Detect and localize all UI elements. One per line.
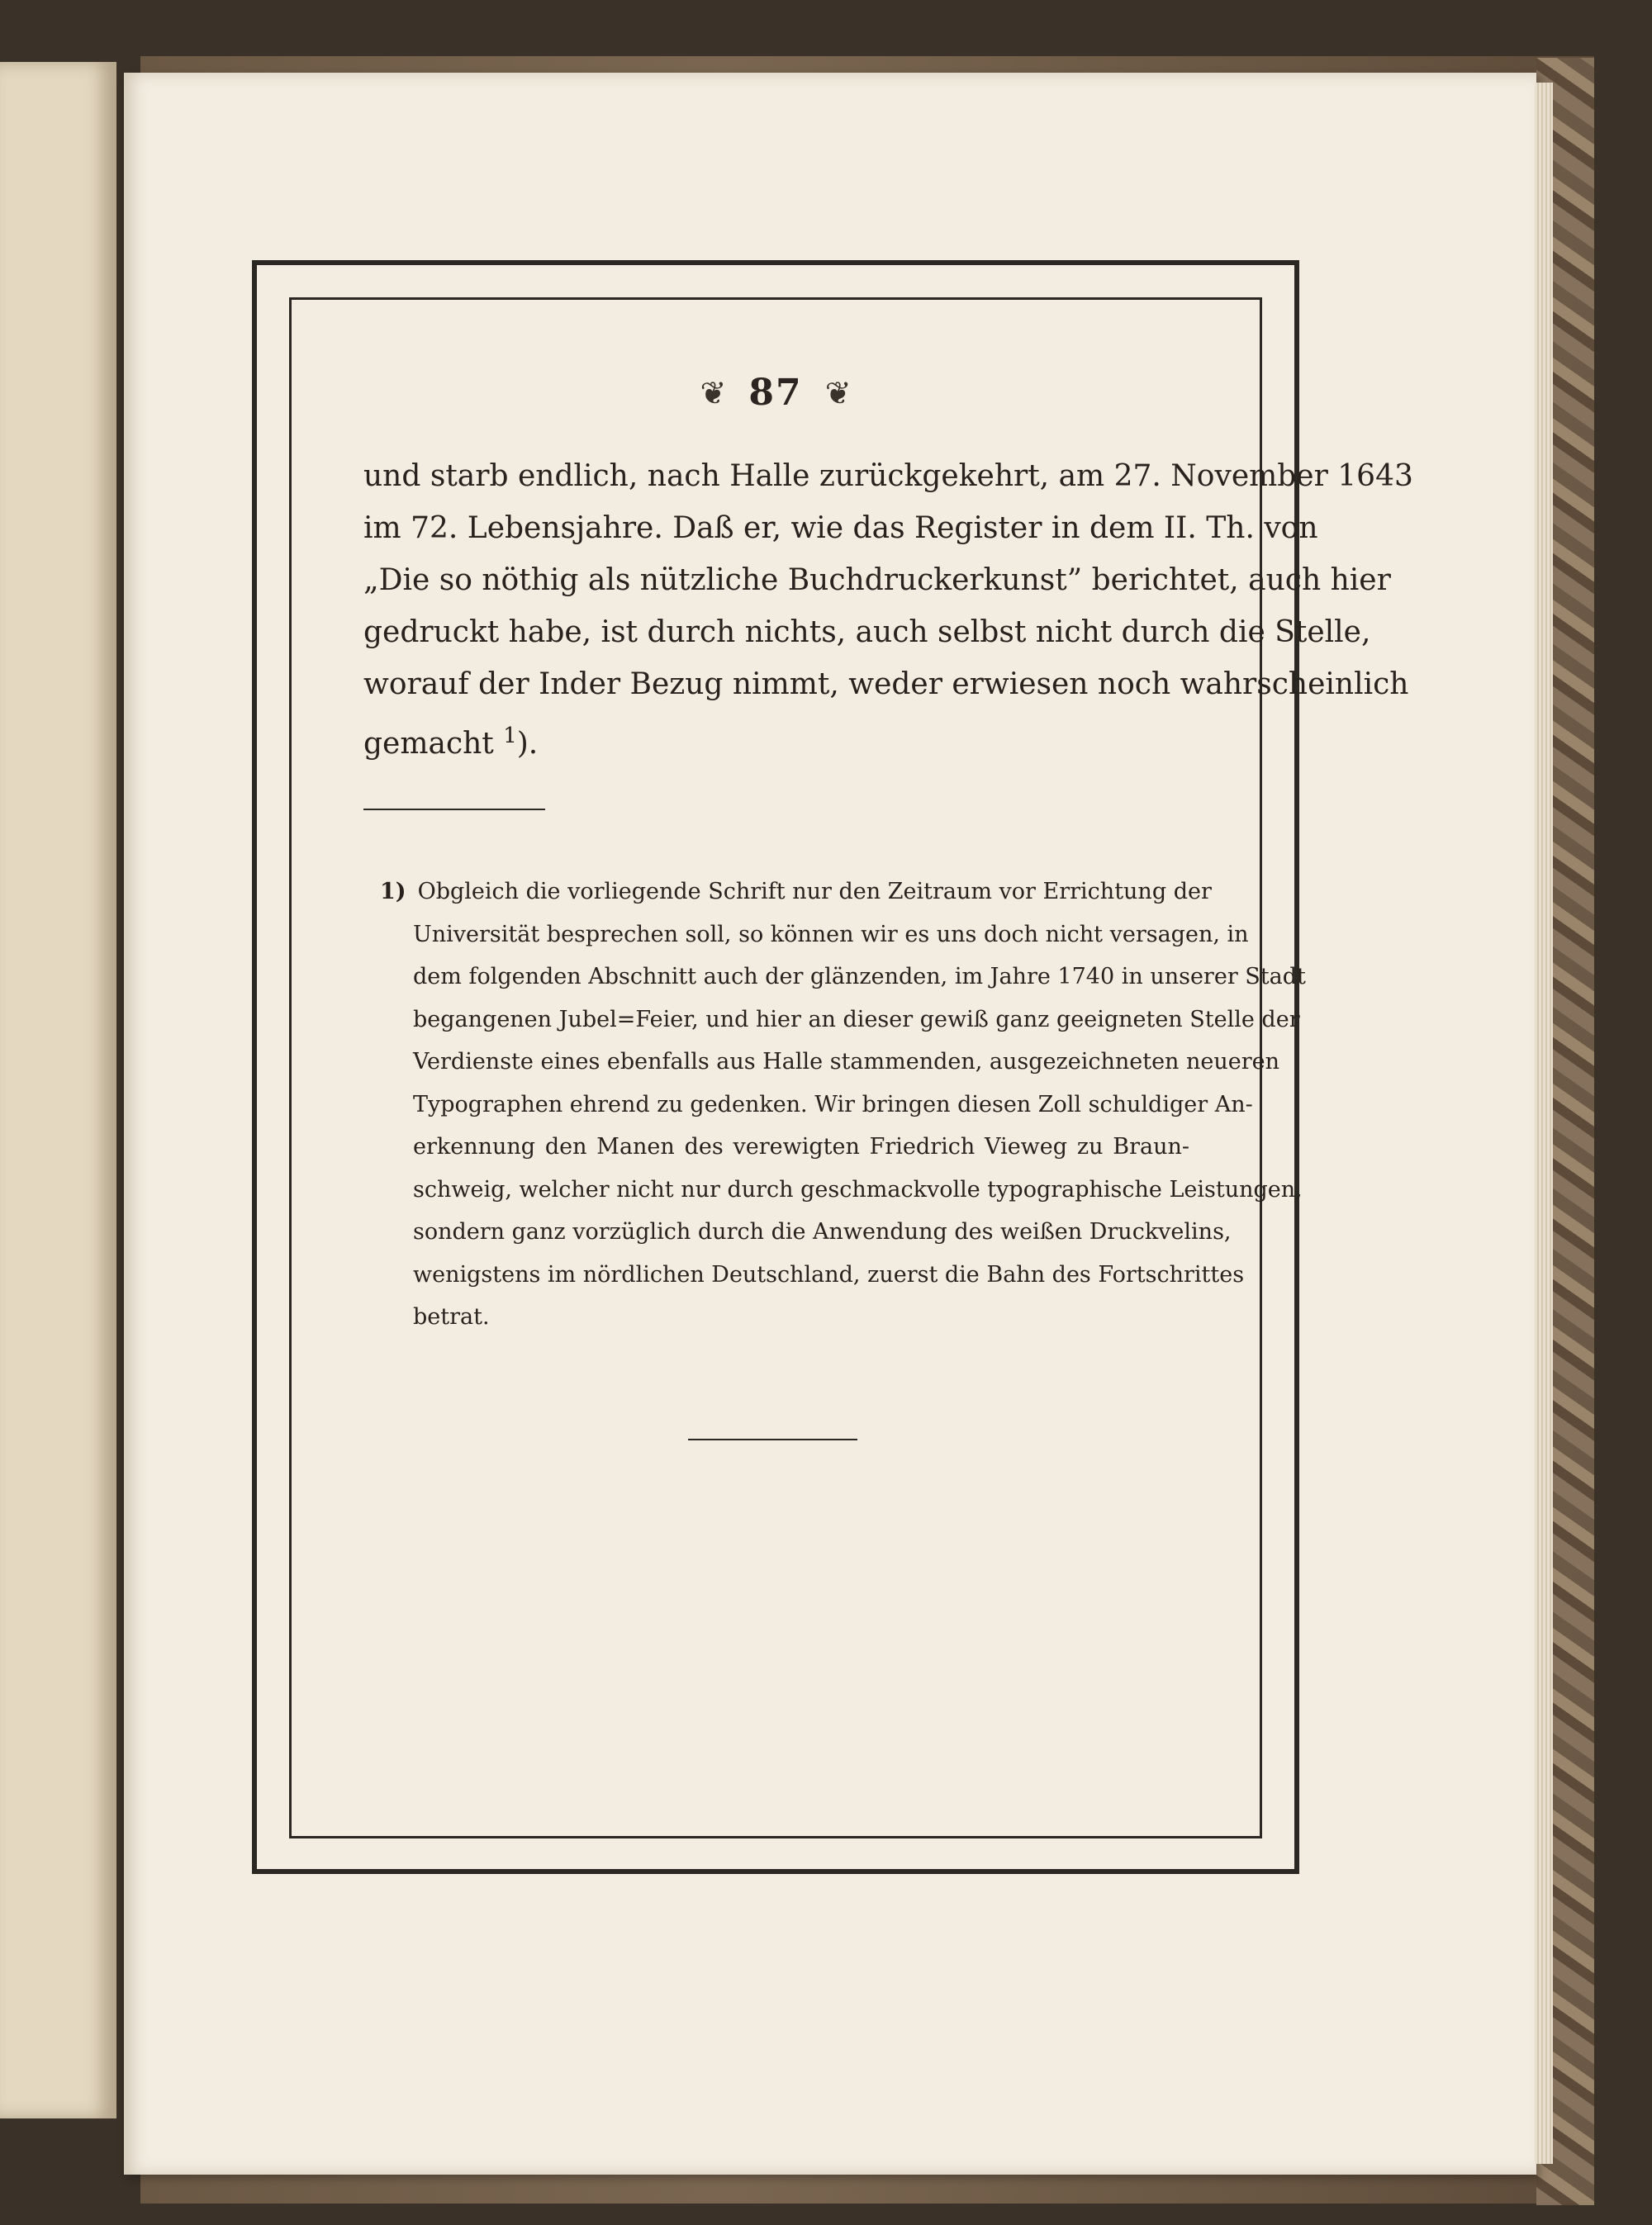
text-line: worauf der Inder Bezug nimmt, weder erwiesen noch wahrscheinlich bbox=[363, 667, 1409, 701]
footnote-line: Universität besprechen soll, so können wir es uns doch nicht versagen, in bbox=[413, 921, 1249, 947]
footnote-marker: 1) bbox=[380, 879, 406, 904]
footnote-line: schweig, welcher nicht nur durch geschmackvolle typographische Leistungen, bbox=[413, 1176, 1303, 1203]
footnote-reference: 1 bbox=[503, 723, 517, 748]
page-block-edges bbox=[1535, 83, 1553, 2164]
footnote-line: dem folgenden Abschnitt auch der glänzenden, im Jahre 1740 in unserer Stadt bbox=[413, 964, 1306, 989]
footnote-line: sondern ganz vorzüglich durch die Anwendung des weißen Druckvelins, bbox=[413, 1219, 1232, 1245]
end-separator bbox=[688, 1439, 857, 1440]
footnote-line: begangenen Jubel=Feier, und hier an dieser gewiß ganz geeigneten Stelle der bbox=[413, 1006, 1300, 1032]
footnote-line: Typographen ehrend zu gedenken. Wir bringen diesen Zoll schuldiger An- bbox=[413, 1091, 1253, 1117]
text-line: im 72. Lebensjahre. Daß er, wie das Register in dem II. Th. von bbox=[363, 511, 1318, 545]
text-line-last bbox=[363, 710, 1189, 770]
main-text bbox=[363, 450, 1413, 770]
text-line: gedruckt habe, ist durch nichts, auch selbst nicht durch die Stelle, bbox=[363, 615, 1371, 649]
text-line: und starb endlich, nach Halle zurückgekehrt, am 27. November 1643 bbox=[363, 459, 1413, 493]
ornament-right-icon: ❦ bbox=[824, 374, 852, 411]
footnote-line: Verdienste eines ebenfalls aus Halle stammenden, ausgezeichneten neueren bbox=[413, 1049, 1280, 1075]
footnote-line: wenigstens im nördlichen Deutschland, zuerst die Bahn des Fortschrittes bbox=[413, 1261, 1245, 1288]
footnote-line-first bbox=[380, 871, 1212, 913]
footnote-separator bbox=[363, 809, 545, 810]
footnote-line: betrat. bbox=[413, 1304, 490, 1330]
page-header bbox=[289, 372, 1262, 414]
text-line: „Die so nöthig als nützliche Buchdruckerkunst” berichtet, auch hier bbox=[363, 563, 1391, 597]
footnote bbox=[380, 871, 1306, 1339]
ornament-left-icon: ❦ bbox=[700, 374, 727, 411]
footnote-line: Obgleich die vorliegende Schrift nur den Zeitraum vor Errichtung der bbox=[417, 879, 1212, 904]
footnote-line: erkennung den Manen des verewigten Friedrich Vieweg zu Braun- bbox=[413, 1134, 1189, 1160]
page-number: 87 bbox=[748, 372, 803, 414]
text-line-suffix: ). bbox=[516, 727, 539, 761]
text-line: gemacht bbox=[363, 727, 494, 761]
previous-page-edge bbox=[0, 62, 116, 2118]
